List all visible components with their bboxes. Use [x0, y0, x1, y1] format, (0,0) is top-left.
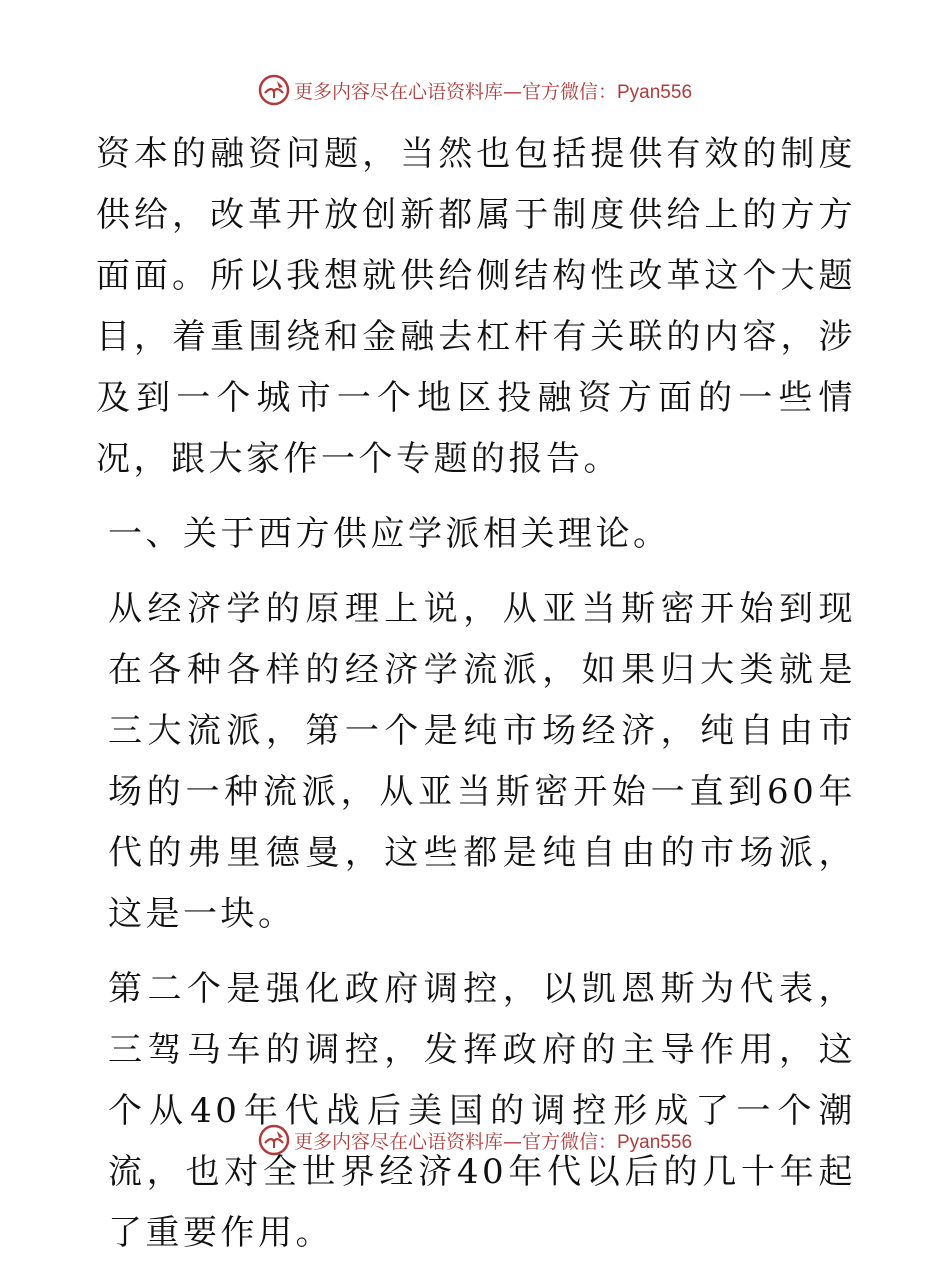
footer-banner-contact-handle: Pyan556: [617, 1131, 693, 1153]
footer-banner: [0, 1122, 950, 1158]
header-banner: [0, 72, 950, 108]
footer-banner-separator: —: [502, 1130, 522, 1153]
book-logo-icon: [258, 74, 290, 106]
header-banner-text: [294, 77, 692, 104]
footer-banner-contact-label: 官方微信：: [521, 1130, 617, 1153]
header-banner-contact-handle: Pyan556: [617, 81, 693, 103]
footer-banner-text: [294, 1127, 692, 1154]
header-banner-main: 更多内容尽在心语资料库: [293, 80, 503, 103]
document-body: [96, 124, 856, 1264]
paragraph-1: 资本的融资问题，当然也包括提供有效的制度供给，改革开放创新都属于制度供给上的方方面面。所以我想就供给侧结构性改革这个大题目，着重围绕和金融去杠杆有关联的内容，涉及到一个城市一个地区投融资方面的一些情况，跟大家作一个专题的报告。: [96, 134, 856, 479]
header-banner-contact-label: 官方微信：: [521, 80, 617, 103]
footer-banner-main: 更多内容尽在心语资料库: [293, 1130, 503, 1153]
book-logo-icon: [258, 1124, 290, 1156]
paragraph-2: 从经济学的原理上说，从亚当斯密开始到现在各种各样的经济学流派，如果归大类就是三大流派，第一个是纯市场经济，纯自由市场的一种流派，从亚当斯密开始一直到60年代的弗里德曼，这些都是纯自由的市场派，这是一块。: [108, 589, 856, 934]
paragraph-3: 第二个是强化政府调控，以凯恩斯为代表，三驾马车的调控，发挥政府的主导作用，这个从40年代战后美国的调控形成了一个潮流，也对全世界经济40年代以后的几十年起了重要作用。: [108, 969, 856, 1253]
header-banner-separator: —: [502, 80, 522, 103]
section-heading: 一、关于西方供应学派相关理论。: [108, 514, 671, 554]
